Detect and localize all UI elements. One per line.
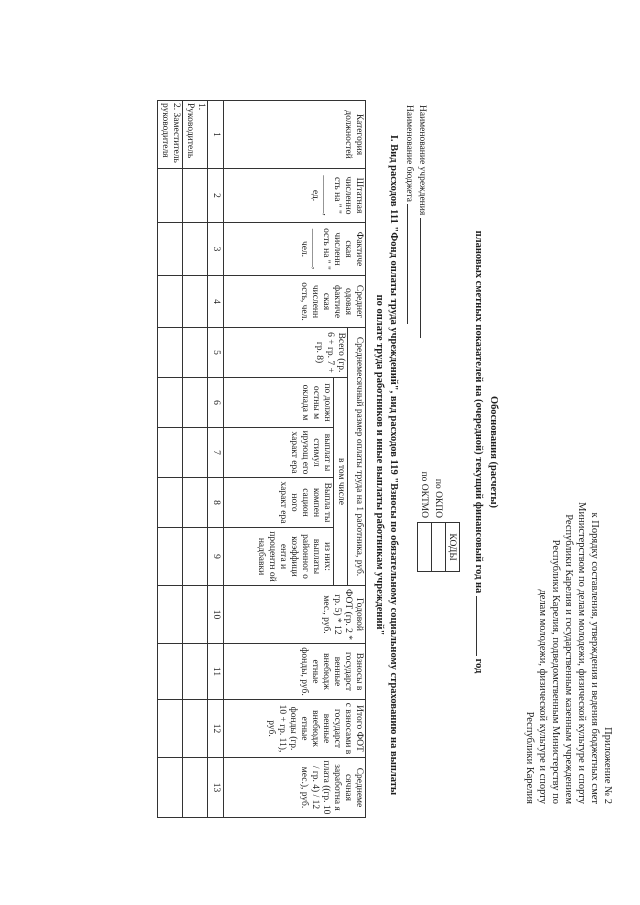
institution-name-blank	[420, 218, 430, 338]
codes-header: КОДЫ	[446, 523, 460, 572]
header-total-pay: Всего (гр. 6 + гр. 7 + гр. 8)	[224, 328, 348, 378]
header-category: Категория должностей	[224, 101, 366, 169]
budget-name-row	[403, 105, 417, 324]
main-table	[157, 100, 366, 818]
column-number: 5	[208, 328, 224, 378]
budget-name-label: Наименование бюджета	[404, 105, 414, 202]
header-actual-count: Фактиче ская численн ость на " " ________, чел.	[224, 223, 366, 276]
column-number: 8	[208, 478, 224, 528]
column-number: 2	[208, 169, 224, 223]
codes-labels	[417, 452, 445, 518]
column-number: 11	[208, 644, 224, 700]
header-including: в том числе	[334, 378, 348, 586]
section-title-line-1: I. Вид расходов 111 "Фонд оплаты труда учреждений", вид расходов 119 "Взносы по обязательному социальному страхованию на выплаты	[388, 134, 399, 796]
header-regional: из них: выплаты районног о коэффици ента и процентн ой надбавки	[224, 528, 334, 586]
column-number: 6	[208, 378, 224, 428]
institution-name-row	[416, 105, 430, 338]
column-number: 10	[208, 586, 224, 644]
okpo-label: по ОКПО	[433, 478, 443, 518]
row-label: 1. Руководитель	[183, 101, 208, 169]
okpo-code-cell	[432, 523, 446, 572]
column-number: 13	[208, 758, 224, 818]
section-title-line-2: по оплате труда работников и иные выплаты работникам учреждений"	[374, 294, 385, 636]
header-total-fot: Итого ФОТ с взносами в государст венные внебюдж етные фонды (гр. 10 + гр. 11), руб.	[224, 700, 366, 758]
institution-name-label: Наименование учреждения	[417, 105, 427, 216]
column-number: 4	[208, 276, 224, 328]
rotated-document-sheet	[8, 72, 628, 832]
header-avg-salary: Среднеме сячная заработна я плата ((гр. 10 / гр. 4) / 12 мес.), руб.	[224, 758, 366, 818]
column-number: 12	[208, 700, 224, 758]
codes-block	[417, 471, 460, 572]
header-salaries: по должн остны м оклада м	[224, 378, 334, 428]
codes-table	[417, 522, 460, 572]
column-number: 7	[208, 428, 224, 478]
header-staff-count: Штатная численно сть на " " ________, ед.	[224, 169, 366, 223]
appendix-line: к Порядку составления, утверждения и ведения бюджетных смет	[589, 512, 600, 804]
appendix-line: Республики Карелия, подведомственным Министерству по	[550, 539, 561, 804]
header-monthly-pay-group: Среднемесячный размер оплаты труда на 1 работника, руб.	[348, 328, 366, 586]
header-compensation: Выпла ты компен сацион ного характ ера	[224, 478, 334, 528]
column-number: 1	[208, 101, 224, 169]
title-line-2-prefix: плановых сметных показателей на (очередной) текущий финансовый год на	[473, 230, 484, 594]
appendix-line: Республики Карелия	[524, 711, 535, 804]
oktmo-code-cell	[418, 523, 432, 572]
appendix-line: Приложение № 2	[602, 727, 613, 804]
column-number: 9	[208, 528, 224, 586]
title-line-2-suffix: год	[473, 658, 484, 674]
header-incentive: выплат ы стимул ирующ его характ ера	[224, 428, 334, 478]
budget-name-blank	[407, 204, 417, 324]
year-blank-line	[476, 596, 486, 656]
appendix-line: Министерством по делам молодежи, физической культуре и спорту	[576, 502, 587, 804]
header-annual-fot: Годовой ФОТ (гр. 2 * гр. 5) * 12 мес., руб.	[224, 586, 366, 644]
section-title	[372, 100, 400, 830]
oktmo-label: по ОКТМО	[419, 471, 429, 518]
header-contributions: Взносы в государст венные внебюдж етные фонды, руб.	[224, 644, 366, 700]
column-number: 3	[208, 223, 224, 276]
appendix-header	[523, 474, 614, 804]
title-line-2	[471, 72, 486, 832]
appendix-line: Республики Карелия и государственным казенным учреждением	[563, 514, 574, 804]
title-line-1: Обоснования (расчеты)	[488, 395, 499, 509]
row-label: 2. Заместитель руководителя	[158, 101, 183, 169]
table-row	[183, 101, 208, 818]
appendix-line: делам молодежи, физической культуре и спорту	[537, 589, 548, 804]
document-title	[471, 72, 500, 832]
header-avg-count: Среднег одовая фактиче ская численн ость, чел.	[224, 276, 366, 328]
table-row	[158, 101, 183, 818]
